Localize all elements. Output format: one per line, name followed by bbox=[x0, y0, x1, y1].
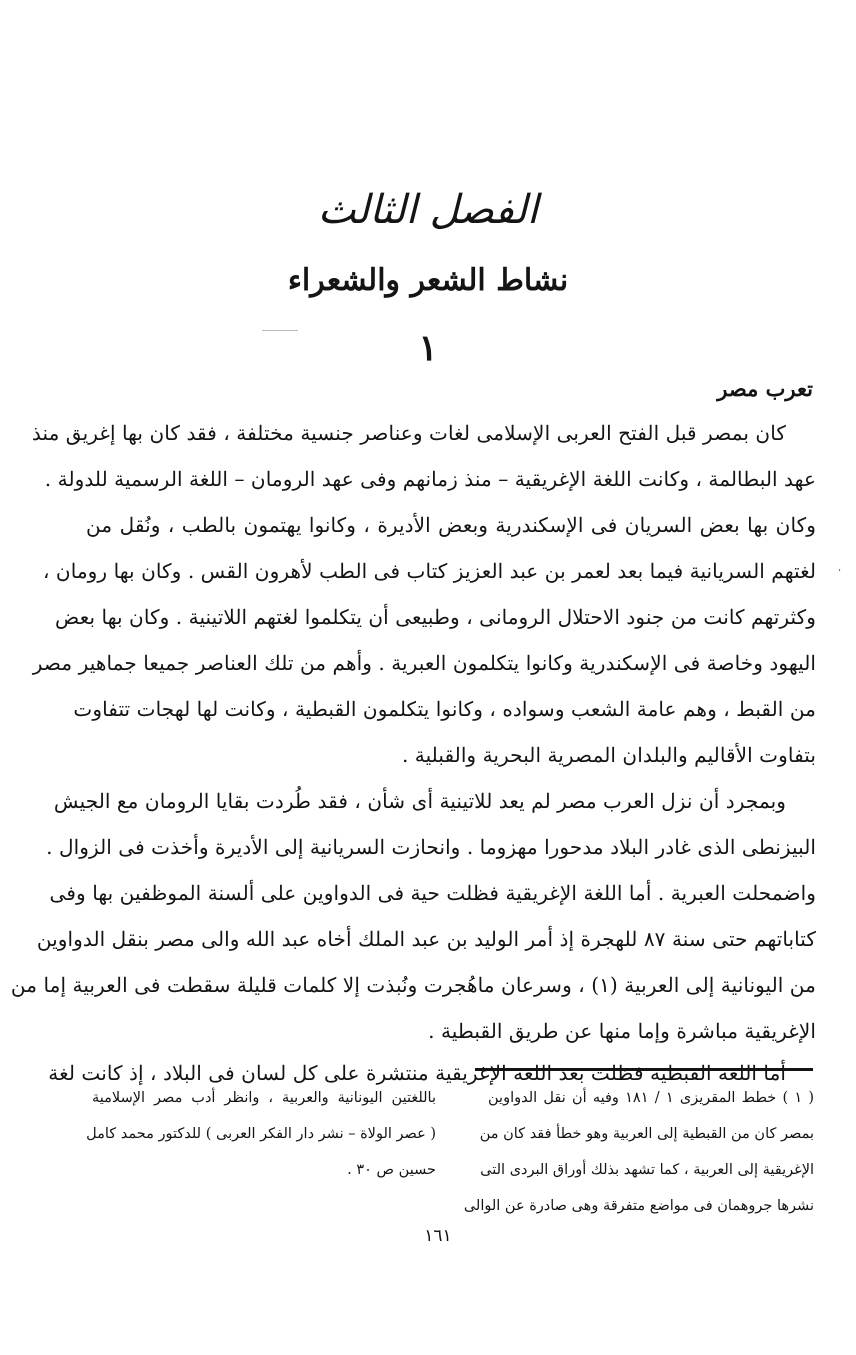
body-line: اليهود وخاصة فى الإسكندرية وكانوا يتكلمون العبرية . وأهم من تلك العناصر جميعا جماهير مصر bbox=[32, 651, 816, 675]
footnote-line: بمصر كان من القبطية إلى العربية وهو خطأ فقد كان من bbox=[479, 1126, 814, 1142]
footnote-line: نشرها جروهمان فى مواضع متفرقة وهى صادرة عن الوالى bbox=[463, 1198, 814, 1214]
margin-mark: ، bbox=[838, 564, 841, 574]
body-line: كان بمصر قبل الفتح العربى الإسلامى لغات وعناصر جنسية مختلفة ، فقد كان بها إغريق منذ bbox=[31, 421, 786, 445]
subheading: تعرب مصر bbox=[717, 376, 813, 401]
body-line: عهد البطالمة ، وكانت اللغة الإغريقية – منذ زمانهم وفى عهد الرومان – اللغة الرسمية للدولة . bbox=[44, 467, 816, 491]
body-line: وكثرتهم كانت من جنود الاحتلال الرومانى ، وطبيعى أن يتكلموا لغتهم اللاتينية . وكان بها بعض bbox=[55, 605, 816, 629]
footnote-line: ( عصر الولاة – نشر دار الفكر العربى ) للدكتور محمد كامل bbox=[86, 1126, 436, 1142]
page-number: ١٦١ bbox=[424, 1226, 452, 1246]
footnote-line: ( ١ ) خطط المقريزى ١ / ١٨١ وفيه أن نقل الدواوين bbox=[488, 1090, 814, 1106]
body-line: بتفاوت الأقاليم والبلدان المصرية البحرية والقبلية . bbox=[401, 743, 816, 767]
footnote-line: الإغريقية إلى العربية ، كما تشهد بذلك أوراق البردى التى bbox=[480, 1162, 814, 1178]
section-number: ١ bbox=[418, 327, 438, 369]
body-line: كتاباتهم حتى سنة ٨٧ للهجرة إذ أمر الوليد بن عبد الملك أخاه عبد الله والى مصر بنقل الدواوين bbox=[36, 927, 816, 951]
body-line: لغتهم السريانية فيما بعد لعمر بن عبد العزيز كتاب فى الطب لأهرون القس . وكان بها رومان ، bbox=[42, 559, 816, 583]
body-line: واضمحلت العبرية . أما اللغة الإغريقية فظلت حية فى الدواوين على ألسنة الموظفين بها وفى bbox=[49, 881, 816, 905]
footnote-line: باللغتين اليونانية والعربية ، وانظر أدب مصر الإسلامية bbox=[92, 1090, 436, 1106]
body-line: من القبط ، وهم عامة الشعب وسواده ، وكانوا يتكلمون القبطية ، وكانت لها لهجات تتفاوت bbox=[73, 697, 816, 721]
chapter-title: الفصل الثالث bbox=[317, 187, 539, 233]
decorative-rule bbox=[262, 330, 298, 331]
footnote-separator bbox=[475, 1068, 813, 1071]
body-line: البيزنطى الذى غادر البلاد مدحورا مهزوما . وانحازت السريانية إلى الأديرة وأخذت فى الزوال . bbox=[46, 835, 816, 859]
body-line: وبمجرد أن نزل العرب مصر لم يعد للاتينية أى شأن ، فقد طُردت بقايا الرومان مع الجيش bbox=[53, 789, 786, 813]
section-title: نشاط الشعر والشعراء bbox=[287, 263, 569, 298]
body-line: من اليونانية إلى العربية (١) ، وسرعان ماهُجرت ونُبذت إلا كلمات قليلة سقطت فى العربية إما من bbox=[10, 973, 816, 997]
body-line: وكان بها بعض السريان فى الإسكندرية وبعض الأديرة ، وكانوا يهتمون بالطب ، ونُقل من bbox=[86, 513, 816, 537]
body-line: الإغريقية مباشرة وإما منها عن طريق القبطية . bbox=[428, 1019, 816, 1043]
body-line: أما اللغة القبطية فظلت بعد اللغة الإغريقية منتشرة على كل لسان فى البلاد ، إذ كانت لغة bbox=[48, 1061, 786, 1085]
footnote-line: حسين ص ٣٠ . bbox=[347, 1162, 436, 1178]
